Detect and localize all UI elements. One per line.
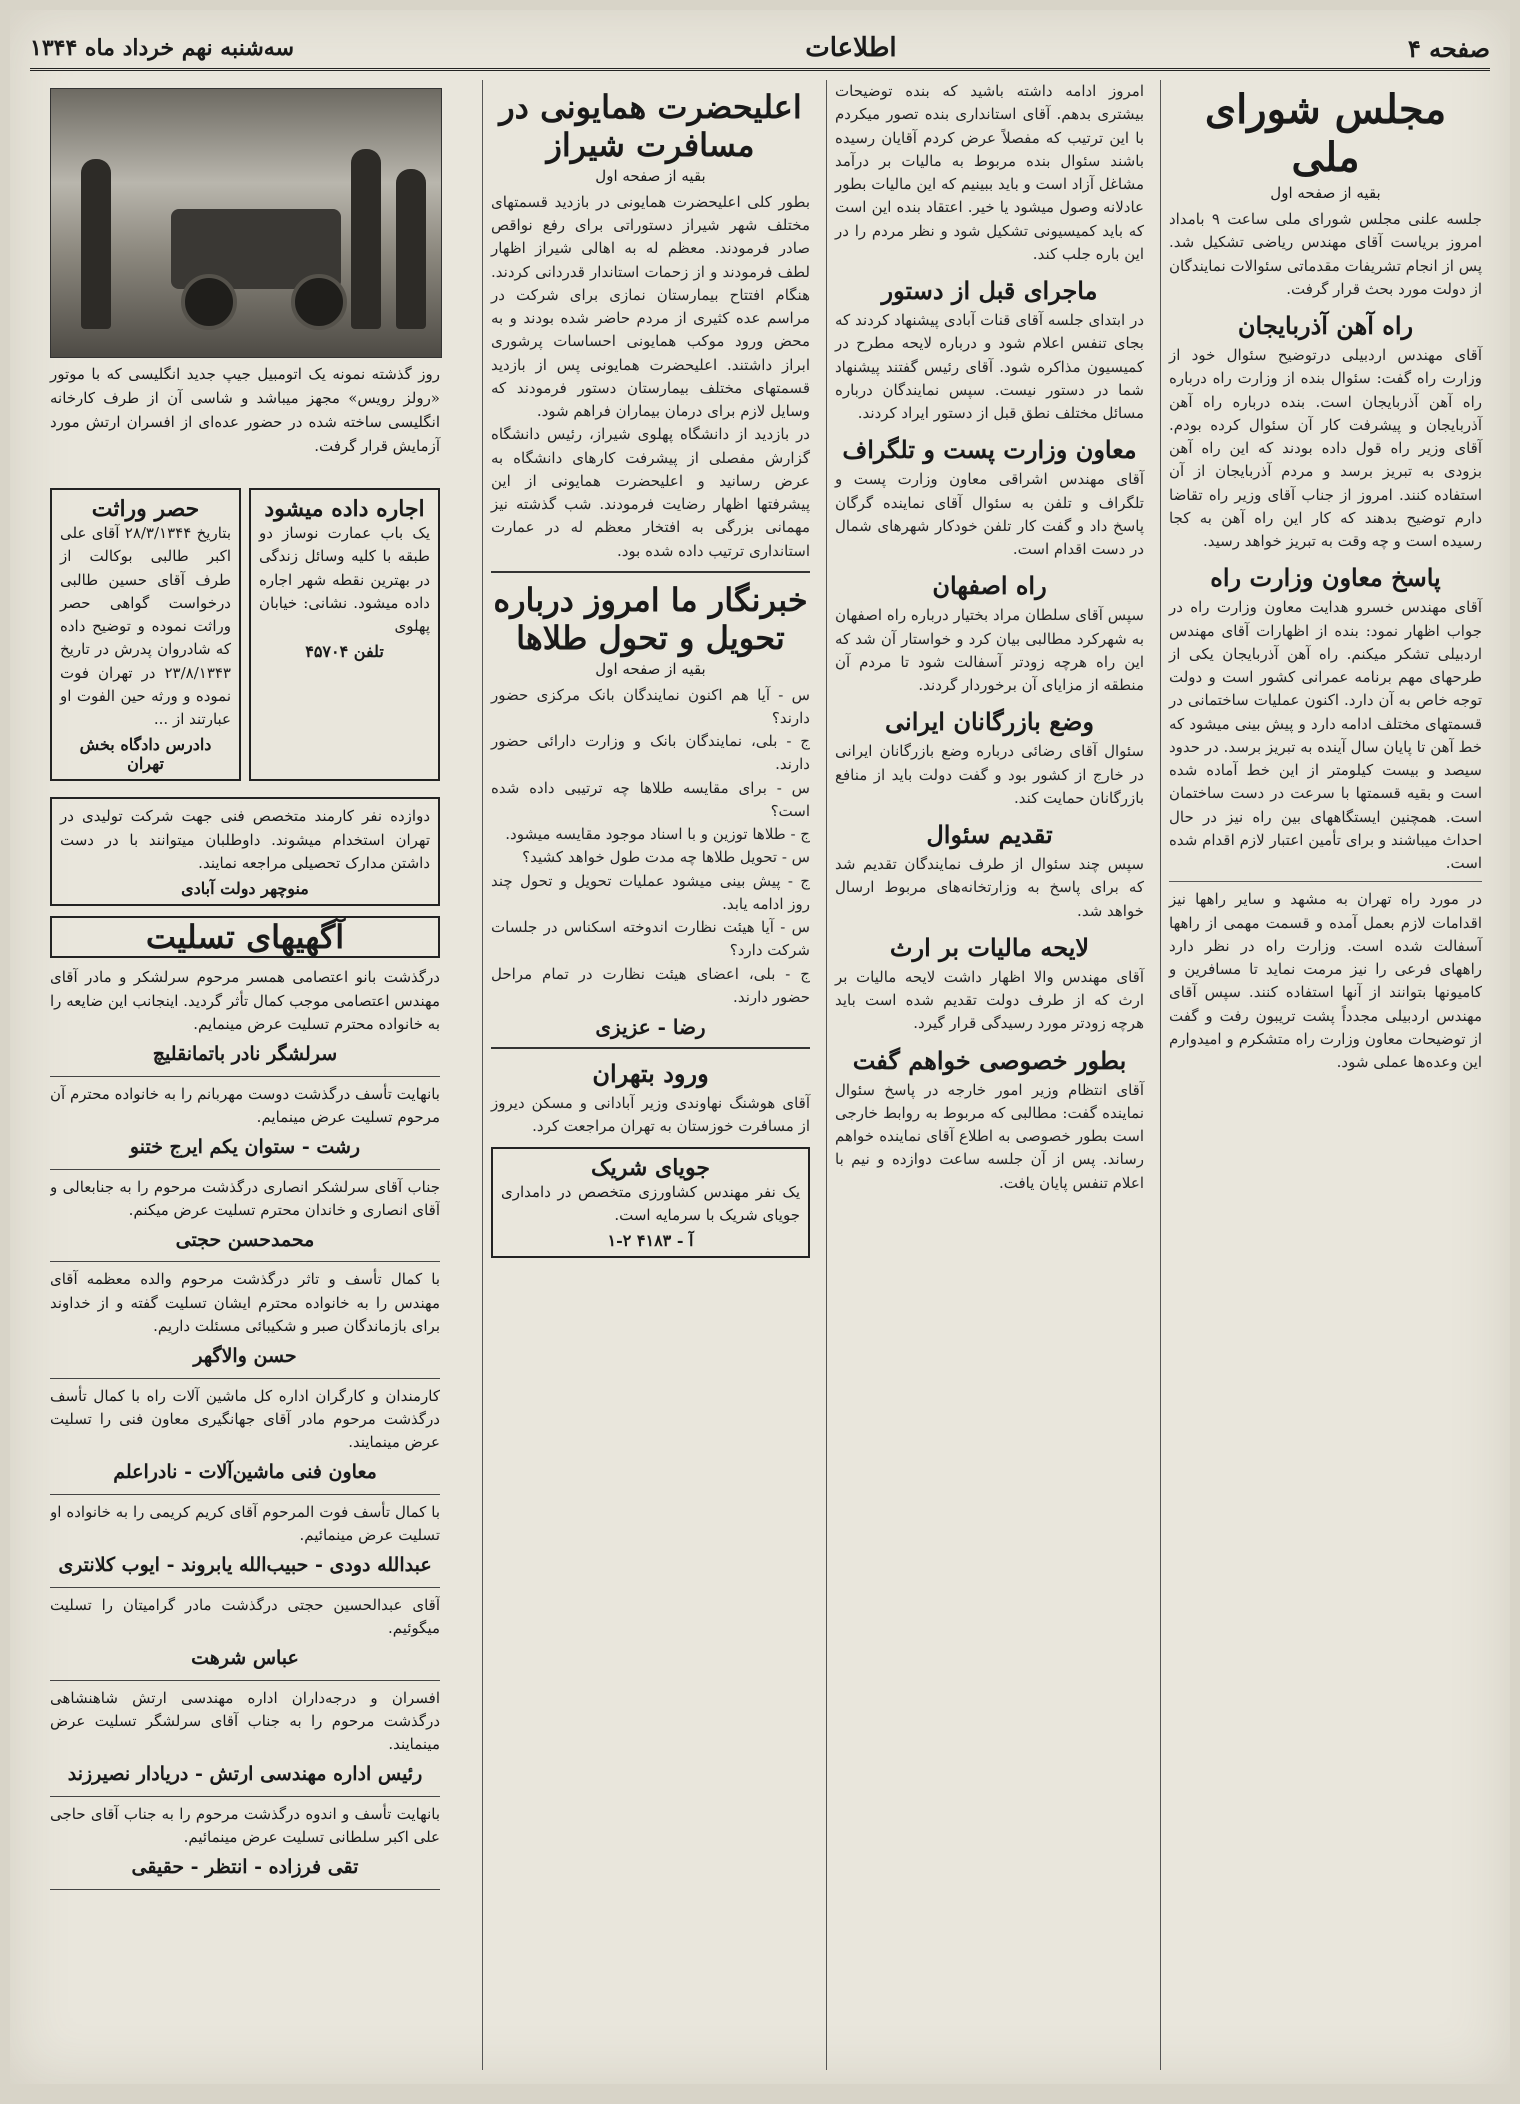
headline-shiraz: اعلیحضرت همایونی در مسافرت شیراز <box>499 88 802 165</box>
divider <box>1169 881 1482 882</box>
condolence-notice <box>50 1681 440 1797</box>
ads-row <box>50 480 440 789</box>
subheading: راه آهن آذربایجان <box>1237 311 1414 340</box>
subheading: لایحه مالیات بر ارث <box>889 932 1090 962</box>
condolence-signature: سرلشگر نادر باتمانقلیچ <box>152 1043 338 1066</box>
divider <box>491 1047 810 1049</box>
article-text: آقای انتظام وزیر امور خارجه در پاسخ سئوال نماینده گفت: مطالبی که مربوط به روابط خارجی است بطور خصوصی به اطلاع آقای نماینده خواهم رساند. پس از آن جلسه ساعت دوازده و نیم با اعلام تنفس پایان یافت. <box>830 1080 1144 1192</box>
partner-wanted-ad <box>491 1147 810 1259</box>
wheel-figure <box>181 274 237 330</box>
headline-parliament: مجلس شورای ملی <box>1204 86 1447 181</box>
ad-text: دوازده نفر کارمند متخصص فنی جهت شرکت تولیدی در تهران استخدام میشوند. داوطلبان میتوانند با در دست داشتن مدارک تحصیلی مراجعه نمایند. <box>60 807 430 872</box>
masthead <box>30 28 1490 71</box>
condolence-notice <box>50 1797 440 1890</box>
continued-note: بقیه از صفحه اول <box>595 659 706 678</box>
person-figure <box>351 149 381 329</box>
article-text: آقای مهندس والا اظهار داشت لایحه مالیات بر ارث که از طرف دولت تقدیم شده است باید هرچه زودتر مورد رسیدگی قرار گیرد. <box>830 967 1144 1033</box>
condolence-text: درگذشت بانو اعتصامی همسر مرحوم سرلشکر و مادر آقای مهندس اعتصامی موجب کمال تأثر گردید. اینجانب این ضایعه را به خانواده محترم تسلیت عرض مینمایم. <box>50 968 440 1033</box>
condolence-signature: عباس شرهت <box>191 1647 299 1670</box>
article-text: جلسه علنی مجلس شورای ملی ساعت ۹ بامداد امروز بریاست آقای مهندس ریاضی تشکیل شد. پس از انجام تشریفات مقدماتی سئوالات نمایندگان از دولت مورد بحث قرار گرفت. <box>1164 210 1482 298</box>
interview-text: س - آیا هم اکنون نمایندگان بانک مرکزی حضور دارند؟ ج - بلی، نمایندگان بانک و وزارت دارائی حضور دارند. س - برای مقایسه طلاها چه ترتیبی داده شده است؟ ج - طلاها توزین و با اسناد موجود مقایسه میشود. س - تحویل طلاها چه مدت طول خواهد کشید؟ ج - پیش بینی میشود عملیات تحویل و تحول چند روز ادامه یابد. س - آیا هیئت نظارت اندوخته اسکناس در جلسات شرکت دارد؟ ج - بلی، اعضای هیئت نظارت در تمام مراحل حضور دارند. <box>491 685 810 1006</box>
ad-title: حصر وراثت <box>91 496 200 522</box>
article-text: در مورد راه تهران به مشهد و سایر راهها نیز اقدامات لازم بعمل آمده و قسمت مهمی از راهها آسفالت شده است. وزارت راه در نظر دارد راههای فرعی را نیز مرمت نماید تا مسافرین و کامیونها بتوانند از آنها استفاده کنند. سپس آقای مهندس اردبیلی مجدداً پشت تریبون رفت و گفت از توضیحات معاون وزارت راه متشکرم و امیدوارم این وعده‌ها عملی شود. <box>1164 890 1482 1071</box>
condolence-notice <box>50 1588 440 1681</box>
condolence-text: با کمال تأسف فوت المرحوم آقای کریم کریمی را به خانواده او تسلیت عرض مینمائیم. <box>50 1502 440 1545</box>
page-number: صفحه ۴ <box>1407 33 1490 63</box>
article-text: آقای مهندس اشراقی معاون وزارت پست و تلگراف و تلفن به سئوال آقای نماینده گرگان پاسخ داد و گفت کار تلفن خودکار شهرهای شمال در دست اقدام است. <box>830 470 1144 558</box>
condolence-notice <box>50 1495 440 1588</box>
subheading: ماجرای قبل از دستور <box>881 276 1098 305</box>
condolence-heading: آگهیهای تسلیت <box>50 916 440 958</box>
continued-note: بقیه از صفحه اول <box>1270 184 1381 202</box>
issue-date: سه‌شنبه نهم خرداد ماه ۱۳۴۴ <box>30 35 294 61</box>
condolence-text: آقای عبدالحسین حجتی درگذشت مادر گرامیتان را تسلیت میگوئیم. <box>50 1595 440 1638</box>
condolence-signature: عبدالله دودی - حبیب‌الله یابروند - ایوب کلانتری <box>58 1554 432 1577</box>
article-text: بطور کلی اعلیحضرت همایونی در بازدید قسمتهای مختلف شهر شیراز دستوراتی برای رفع نواقص صادر فرمودند. معظم له به اهالی شیراز اظهار لطف فرمودند و از زحمات استاندار قدردانی کردند. هنگام افتتاح بیمارستان نمازی برای شرکت در مراسم عده کثیری از مردم حاضر شده بودند و به محض ورود موکب همایونی احساسات پرشوری ابراز داشتند. اعلیحضرت همایونی پس از بازدید قسمتهای مختلف بیمارستان دستور فرمودند که وسایل لازم برای درمان بیماران فراهم شود. <box>486 192 810 421</box>
ad-title: اجاره داده میشود <box>264 496 425 522</box>
author-signature: رضا - عزیزی <box>595 1015 706 1040</box>
ad-title: جویای شریک <box>590 1154 711 1181</box>
subheading: ورود بتهران <box>592 1059 709 1089</box>
condolence-text: با کمال تأسف و تاثر درگذشت مرحوم والده معظمه آقای مهندس را به خانواده محترم ایشان تسلیت گفته و از خداوند برای بازماندگان صبر و شکیبائی مسئلت داریم. <box>50 1270 440 1335</box>
subheading: وضع بازرگانان ایرانی <box>885 707 1094 737</box>
headline-gold: خبرنگار ما امروز درباره تحویل و تحول طلاها <box>493 580 808 658</box>
condolence-notice <box>50 1170 440 1263</box>
ad-text: یک نفر مهندس کشاورزی متخصص در دامداری جویای شریک با سرمایه است. <box>501 1182 800 1224</box>
article-text: سئوال آقای رضائی درباره وضع بازرگانان ایرانی در خارج از کشور بود و گفت دولت باید از منافع بازرگانان حمایت کند. <box>830 742 1144 807</box>
condolence-signature: حسن والاگهر <box>193 1345 297 1368</box>
article-text: امروز ادامه داشته باشید که بنده توضیحات بیشتری بدهم. آقای استانداری بنده تصور میکردم با این ترتیب که مفصلاً عرض کردم آقایان رسیده باشند سئوال بنده مربوط به مالیات بر درآمد مشاغل آزاد است و باید ببینیم که این مالیات بطور عادلانه وصول میشود یا خیر. اعتقاد بنده این است که باید کمیسیونی تشکیل شود و نظر مردم را در این باره جلب کند. <box>830 82 1144 263</box>
person-figure <box>396 169 426 329</box>
photo-caption: روز گذشته نمونه یک اتومبیل جیپ جدید انگلیسی که با موتور «رولز رویس» مجهز میباشد و شاسی آن از طرف کارخانه انگلیسی ساخته شده در حضور عده‌ای از افسران ارتش مورد آزمایش قرار گرفت. <box>50 365 440 455</box>
column-parliament <box>1160 80 1490 2070</box>
article-text: آقای مهندس خسرو هدایت معاون وزارت راه در جواب اظهار نمود: بنده از اظهارات آقای مهندس اردبیلی تشکر میکنم. راه آهن آذربایجان یکی از طرحهای مهم برنامه عمرانی کشور است و دولت توجه خاص به آن دارد. اکنون عملیات ساختمانی در قسمتهای مختلف ادامه دارد و پیش بینی میشود که خط آهن تا پایان سال آینده به تبریز برسد. در حدود سیصد و بیست کیلومتر از این خط آماده شده است و بقیه قسمتها با سرعت در دست ساختمان است. همچنین ایستگاههای بین راه نیز در حال احداث میباشند و برای تأمین اعتبار لازم اقدام شده است. <box>1164 598 1482 872</box>
condolence-text: جناب آقای سرلشکر انصاری درگذشت مرحوم را به جنابعالی و آقای انصاری و خاندان محترم تسلیت عرض میکنم. <box>50 1177 440 1219</box>
subheading: پاسخ معاون وزارت راه <box>1210 563 1441 593</box>
inheritance-ad <box>50 488 241 781</box>
ad-signature: دادرس دادگاه بخش تهران <box>79 735 212 774</box>
article-text: آقای هوشنگ نهاوندی وزیر آبادانی و مسکن دیروز از مسافرت خوزستان به تهران مراجعت کرد. <box>486 1094 810 1136</box>
condolence-signature: معاون فنی ماشین‌آلات - نادراعلم <box>113 1461 377 1484</box>
condolence-notice <box>50 960 440 1076</box>
article-text: سپس آقای سلطان مراد بختیار درباره راه اصفهان به شهرکرد مطالبی بیان کرد و خواستار آن شد که این راه هرچه زودتر آسفالت شود تا مردم آن منطقه از مزایای آن برخوردار گردند. <box>830 606 1144 694</box>
ad-text: یک باب عمارت نوساز دو طبقه با کلیه وسائل زندگی در بهترین نقطه شهر اجاره داده میشود. نشانی: خیابان پهلوی <box>259 524 430 635</box>
divider <box>491 571 810 573</box>
article-text: در ابتدای جلسه آقای قنات آبادی پیشنهاد کردند که بجای تنفس اعلام شود و درباره لایحه مطرح در کمیسیون مذاکره شود. آقای رئیس گفتند پیشنهاد شما در دستور نیست. سپس نمایندگان درباره مسائل مختلف نطق قبل از دستور ایراد کردند. <box>830 311 1144 422</box>
hiring-ad <box>50 797 440 906</box>
condolence-text: بانهایت تأسف درگذشت دوست مهربانم را به خانواده محترم آن مرحوم تسلیت عرض مینمایم. <box>50 1084 440 1126</box>
person-figure <box>81 159 111 329</box>
condolence-notice <box>50 1262 440 1378</box>
ad-phone: تلفن ۴۵۷۰۴ <box>305 642 384 662</box>
subheading: تقدیم سئوال <box>926 820 1053 849</box>
ad-signature: منوچهر دولت آبادی <box>181 879 309 898</box>
newspaper-page <box>10 10 1510 2084</box>
wheel-figure <box>291 274 347 330</box>
article-text: در بازدید از دانشگاه پهلوی شیراز، رئیس دانشگاه گزارش مفصلی از پیشرفت کارهای دانشگاه به عرض رسانید و اعلیحضرت همایونی از این پیشرفتها اظهار رضایت فرمودند. شب گذشته نیز مهمانی بزرگی به افتخار معظم له در عمارت استانداری ترتیب داده شده بود. <box>486 425 810 560</box>
condolence-signature: محمدحسن حجتی <box>175 1229 315 1252</box>
condolence-signature: رئیس اداره مهندسی ارتش - دریادار نصیرزند <box>67 1763 423 1786</box>
condolence-text: بانهایت تأسف و اندوه درگذشت مرحوم را به جناب آقای حاجی علی اکبر سلطانی تسلیت عرض مینمائیم. <box>50 1804 440 1847</box>
continued-note: بقیه از صفحه اول <box>595 166 706 185</box>
subheading: بطور خصوصی خواهم گفت <box>852 1045 1127 1075</box>
newspaper-name: اطلاعات <box>805 33 897 63</box>
subheading: راه اصفهان <box>932 571 1047 601</box>
ad-text: بتاریخ ۲۸/۳/۱۳۴۴ آقای علی اکبر طالبی بوکالت از طرف آقای حسین طالبی درخواست گواهی حصر وراثت نموده و توضیح داده که شادروان پدرش در تاریخ ۲۳/۸/۱۳۴۳ در تهران فوت نموده و ورثه حین الفوت او عبارتند از ... <box>60 524 231 728</box>
column-shiraz-gold <box>482 80 818 2070</box>
condolence-text: افسران و درجه‌داران اداره مهندسی ارتش شاهنشاهی درگذشت مرحوم را به جناب آقای سرلشگر تسلیت عرض مینمایند. <box>50 1688 440 1754</box>
condolence-notice <box>50 1379 440 1495</box>
ads-area <box>50 480 440 2070</box>
condolence-signature: رشت - ستوان یکم ایرج ختنو <box>129 1136 361 1159</box>
article-text: سپس چند سئوال از طرف نمایندگان تقدیم شد که برای پاسخ به وزارتخانه‌های مربوط ارسال خواهد شد. <box>830 855 1144 920</box>
ad-code: آ - ۴۱۸۳ ۲-۱ <box>607 1231 694 1251</box>
condolence-text: کارمندان و کارگران اداره کل ماشین آلات راه با کمال تأسف درگذشت مرحوم مادر آقای جهانگیری معاون فنی را تسلیت عرض مینمایند. <box>50 1386 440 1452</box>
subheading: معاون وزارت پست و تلگراف <box>842 435 1137 465</box>
rent-ad <box>249 488 440 781</box>
condolence-notice <box>50 1077 440 1170</box>
jeep-photo <box>50 88 442 358</box>
column-parliament-continued <box>826 80 1152 2070</box>
article-text: آقای مهندس اردبیلی درتوضیح سئوال خود از وزارت راه گفت: سئوال بنده از وزارت راه درباره راه آهن آذربایجان است. بنده درباره راه آهن آذربایجان و پیشرفت کار آن سئوال کرده بودم. آقای وزیر راه قول داده بودند که این راه آهن بزودی به تبریز برسد و مردم آذربایجان از آن استفاده کنند. امروز از جناب آقای وزیر راه تقاضا دارم توضیح بدهند که کار این راه آهن به کجا رسیده است و چه وقت به تبریز خواهد رسید. <box>1164 346 1482 550</box>
condolence-signature: تقی فرزاده - انتظر - حقیقی <box>131 1856 359 1879</box>
